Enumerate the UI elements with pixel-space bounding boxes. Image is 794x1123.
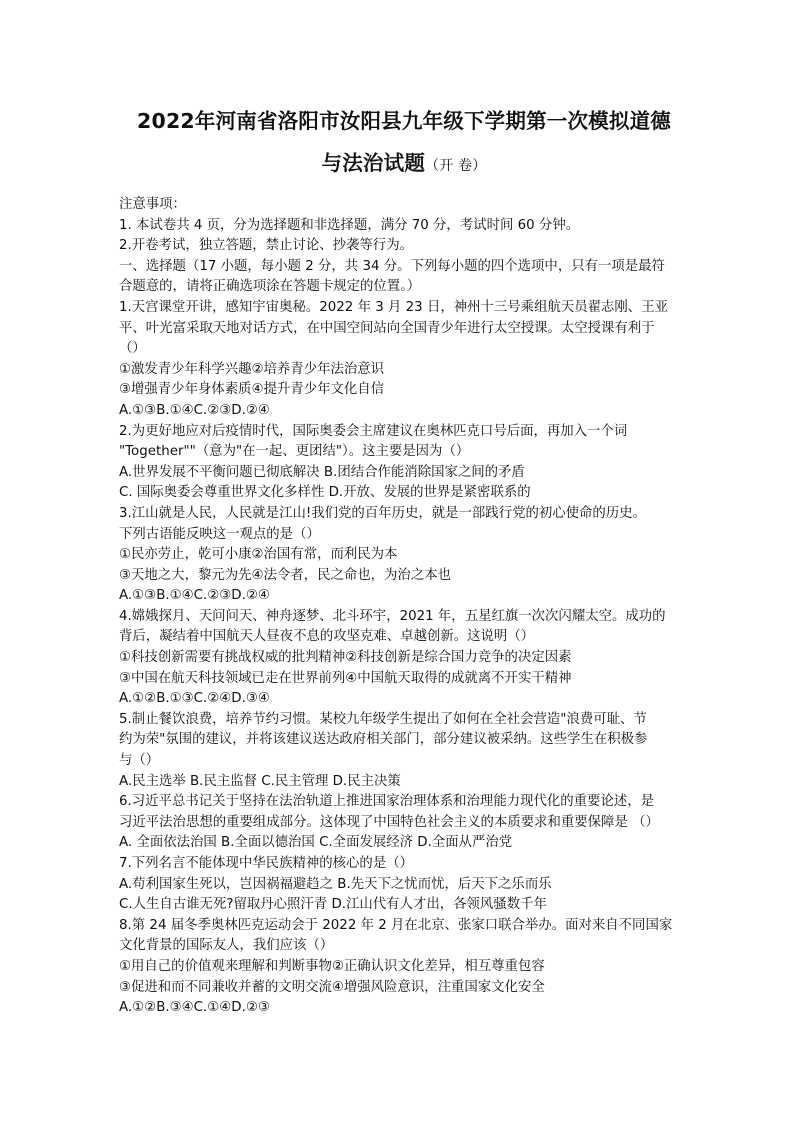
- question-8-line: A.①②B.③④C.①④D.②③: [119, 1000, 270, 1016]
- question-7-line: 7.下列名言不能体现中华民族精神的核心的是（）: [119, 856, 413, 871]
- question-2: [119, 422, 689, 504]
- question-1-line: ③增强青少年身体素质④提升青少年文化自信: [119, 382, 385, 398]
- question-5-line: 5.制止餐饮浪费，培养节约习惯。某校九年级学生提出了如何在全社会营造"浪费可耻、节: [119, 711, 647, 727]
- question-7-line: A.苟利国家生死以，岂因祸福避趋之 B.先天下之忧而忧，后天下之乐而乐: [119, 876, 552, 892]
- exam-content: [119, 195, 689, 1019]
- question-8-line: 8.第 24 届冬季奥林匹克运动会于 2022 年 2 月在北京、张家口联合举办。面对来自不同国家: [119, 917, 673, 933]
- question-4-line: 4.嫦娥探月、天问问天、神舟逐梦、北斗环宇，2021 年，五星红旗一次次闪耀太空。成功的: [119, 608, 666, 624]
- question-4-line: A.①②B.①③C.②④D.③④: [119, 691, 270, 707]
- question-3-line: 下列古语能反映这一观点的是（）: [119, 526, 320, 542]
- question-5-line: 约为荣"氛围的建议，并将该建议送达政府相关部门，部分建议被采纳。这些学生在积极参: [119, 732, 648, 748]
- question-1-line: 1.天宫课堂开讲，感知宇宙奥秘。2022 年 3 月 23 日，神州十三号乘组航天员翟志刚、王亚: [119, 299, 668, 315]
- question-3-line: ③天地之大，黎元为先④法令者，民之命也，为治之本也: [119, 567, 451, 583]
- question-1: [119, 298, 689, 422]
- question-4-line: 背后，凝结着中国航天人昼夜不息的攻坚克难、卓越创新。这说明（）: [119, 629, 535, 645]
- question-2-line: "Together""（意为"在一起、更团结"）。这主要是因为（）: [119, 444, 470, 460]
- question-8-line: 文化背景的国际友人，我们应该（）: [119, 938, 334, 954]
- question-3-line: ①民亦劳止，乾可小康②治国有常，而利民为本: [119, 547, 398, 563]
- question-6-line: 习近平法治思想的重要组成部分。这体现了中国特色社会主义的本质要求和重要保障是 （）: [119, 814, 659, 830]
- exam-page: [119, 100, 689, 1019]
- question-1-line: （）: [119, 341, 146, 357]
- notice-heading: 注意事项：: [119, 197, 186, 212]
- page-title: [119, 100, 689, 142]
- question-5-line: A.民主选举 B.民主监督 C.民主管理 D.民主决策: [119, 773, 401, 789]
- question-list: [119, 298, 689, 1019]
- title-line-2-note: （开 卷）: [425, 158, 487, 174]
- title-line-2-main: 与法治试题: [321, 151, 426, 175]
- question-2-line: A.世界发展不平衡问题已彻底解决 B.团结合作能消除国家之间的矛盾: [119, 464, 525, 480]
- question-7: [119, 854, 689, 916]
- section-1-line: 合题意的，请将正确选项涂在答题卡规定的位置。）: [119, 279, 421, 295]
- question-6-line: A. 全面依法治国 B.全面以德治国 C.全面发展经济 D.全面从严治党: [119, 835, 513, 851]
- question-1-line: ①激发青少年科学兴趣②培养青少年法治意识: [119, 361, 385, 377]
- notice-block: [119, 195, 689, 257]
- question-4-line: ③中国在航天科技领域已走在世界前列④中国航天取得的成就离不开实干精神: [119, 670, 572, 686]
- question-6: [119, 792, 689, 854]
- question-8: [119, 916, 689, 1019]
- question-2-line: 2.为更好地应对后疫情时代，国际奥委会主席建议在奥林匹克口号后面，再加入一个词: [119, 423, 628, 439]
- question-6-line: 6.习近平总书记关于坚持在法治轨道上推进国家治理体系和治理能力现代化的重要论述，是: [119, 794, 655, 810]
- question-5: [119, 710, 689, 792]
- section-1-header: [119, 257, 689, 298]
- question-3: [119, 504, 689, 607]
- section-1-line: 一、选择题（17 小题，每小题 2 分，共 34 分。下列每小题的四个选项中，只有一项是最符: [119, 258, 665, 274]
- question-5-line: 与（）: [119, 753, 160, 769]
- notice-item: 1. 本试卷共 4 页，分为选择题和非选择题，满分 70 分，考试时间 60 分钟。: [119, 217, 580, 233]
- question-3-line: 3.江山就是人民，人民就是江山!我们党的百年历史，就是一部践行党的初心使命的历史。: [119, 505, 646, 521]
- question-1-line: A.①③B.①④C.②③D.②④: [119, 402, 270, 418]
- notice-item: 2.开卷考试，独立答题，禁止讨论、抄袭等行为。: [119, 238, 413, 254]
- question-7-line: C.人生自古谁无死?留取丹心照汗青 D.江山代有人才出，各领风骚数千年: [119, 897, 547, 913]
- title-line-1: 2022年河南省洛阳市汝阳县九年级下学期第一次模拟道德: [137, 109, 671, 133]
- question-8-line: ①用自己的价值观来理解和判断事物②正确认识文化差异，相互尊重包容: [119, 958, 545, 974]
- page-title-line-2: [119, 142, 689, 187]
- question-2-line: C. 国际奥委会尊重世界文化多样性 D.开放、发展的世界是紧密联系的: [119, 485, 531, 501]
- question-3-line: A.①③B.①④C.②③D.②④: [119, 588, 270, 604]
- question-4: [119, 607, 689, 710]
- question-1-line: 平、叶光富采取天地对话方式，在中国空间站向全国青少年进行太空授课。太空授课有利于: [119, 320, 655, 336]
- question-8-line: ③促进和而不同兼收并蓄的文明交流④增强风险意识，注重国家文化安全: [119, 979, 545, 995]
- question-4-line: ①科技创新需要有挑战权威的批判精神②科技创新是综合国力竞争的决定因素: [119, 650, 572, 666]
